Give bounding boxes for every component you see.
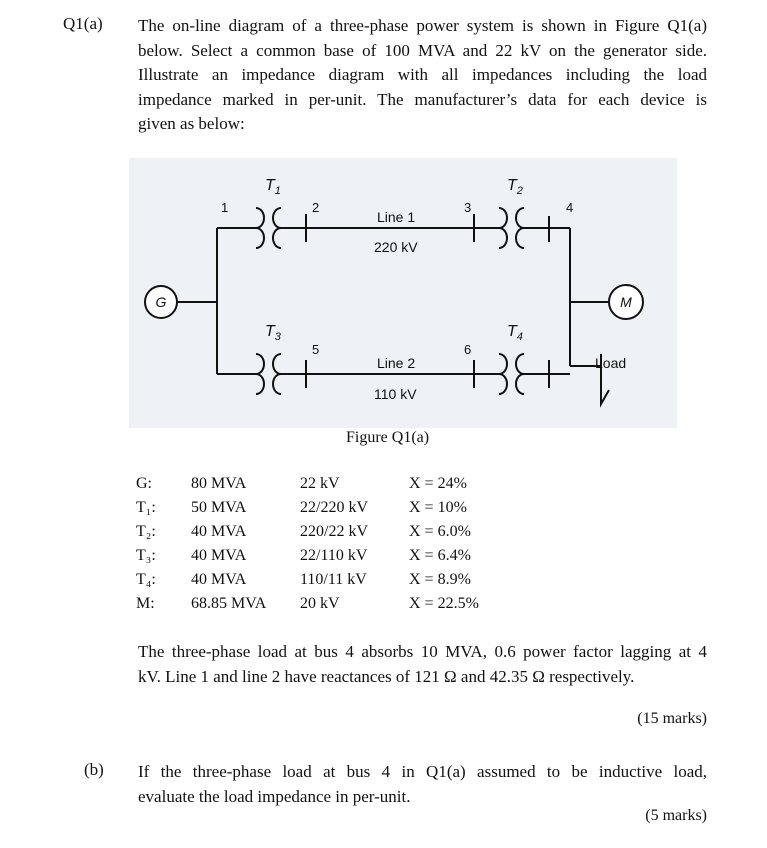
device-name: T₂: [136,523,156,540]
device-rating: 40 MVA [191,523,247,540]
device-reactance: X = 6.0% [409,523,471,540]
generator-label: G [155,294,167,310]
load-paragraph [138,640,707,689]
motor-label: M [620,294,632,310]
line-1-name: Line 1 [377,209,416,225]
bus-label-2: 2 [312,200,320,215]
line-1-voltage: 220 kV [374,239,418,255]
marks-a: (15 marks) [637,710,707,727]
device-name: T₄: [136,571,156,588]
load-line-2: kV. Line 1 and line 2 have reactances of 121 Ω and 42.35 Ω respectively. [138,666,635,686]
device-rating: 80 MVA [191,475,247,492]
bus-label-4: 4 [566,200,574,215]
t2-label: $T_2$ [507,177,523,197]
device-voltage: 22 kV [300,475,340,492]
bus-label-3: 3 [464,200,472,215]
bus-label-1: 1 [221,200,229,215]
figure-caption: Figure Q1(a) [346,429,430,446]
bus-label-5: 5 [312,342,320,357]
q1a-line-1: The on-line diagram of a three-phase power system is shown in Figure Q1(a) [138,16,707,35]
device-voltage: 220/22 kV [300,523,368,540]
q1a-line-5: given as below: [138,114,245,133]
question-label-q1b: (b) [84,760,104,779]
device-voltage: 22/220 kV [300,499,368,516]
question-label-q1a: Q1(a) [63,14,103,33]
device-voltage: 22/110 kV [300,547,368,564]
device-voltage: 20 kV [300,595,340,612]
q1a-line-3: Illustrate an impedance diagram with all impedances including the load [138,65,707,84]
device-reactance: X = 24% [409,475,467,492]
question-text-q1a [138,14,707,137]
t1-label: $T_1$ [265,177,281,197]
load-label: Load [595,355,627,371]
marks-b: (5 marks) [645,807,707,824]
q1b-line-2: evaluate the load impedance in per-unit. [138,786,411,806]
line-2-voltage: 110 kV [374,386,417,402]
device-name: T₁: [136,499,156,516]
load-line-1: The three-phase load at bus 4 absorbs 10 MVA, 0.6 power factor lagging at 4 [138,642,707,661]
q1a-line-2: below. Select a common base of 100 MVA and 22 kV on the generator side. [138,40,707,60]
question-text-q1b [138,760,707,809]
device-rating: 68.85 MVA [191,595,267,612]
device-reactance: X = 6.4% [409,547,471,564]
q1b-line-1: If the three-phase load at bus 4 in Q1(a) assumed to be inductive load, [138,762,707,781]
device-reactance: X = 8.9% [409,571,471,588]
device-rating: 40 MVA [191,571,247,588]
device-name: G: [136,475,152,492]
device-rating: 50 MVA [191,499,247,516]
bus-label-6: 6 [464,342,472,357]
device-reactance: X = 22.5% [409,595,479,612]
device-rating: 40 MVA [191,547,247,564]
line-2-name: Line 2 [377,355,416,371]
t3-label: $T_3$ [265,323,281,343]
device-name: T₃: [136,547,156,564]
t4-label: $T_4$ [507,323,523,343]
device-reactance: X = 10% [409,499,467,516]
q1a-line-4: impedance marked in per-unit. The manufacturer’s data for each device is [138,89,707,109]
one-line-diagram [129,158,677,428]
device-voltage: 110/11 kV [300,571,367,588]
device-name: M: [136,595,155,612]
